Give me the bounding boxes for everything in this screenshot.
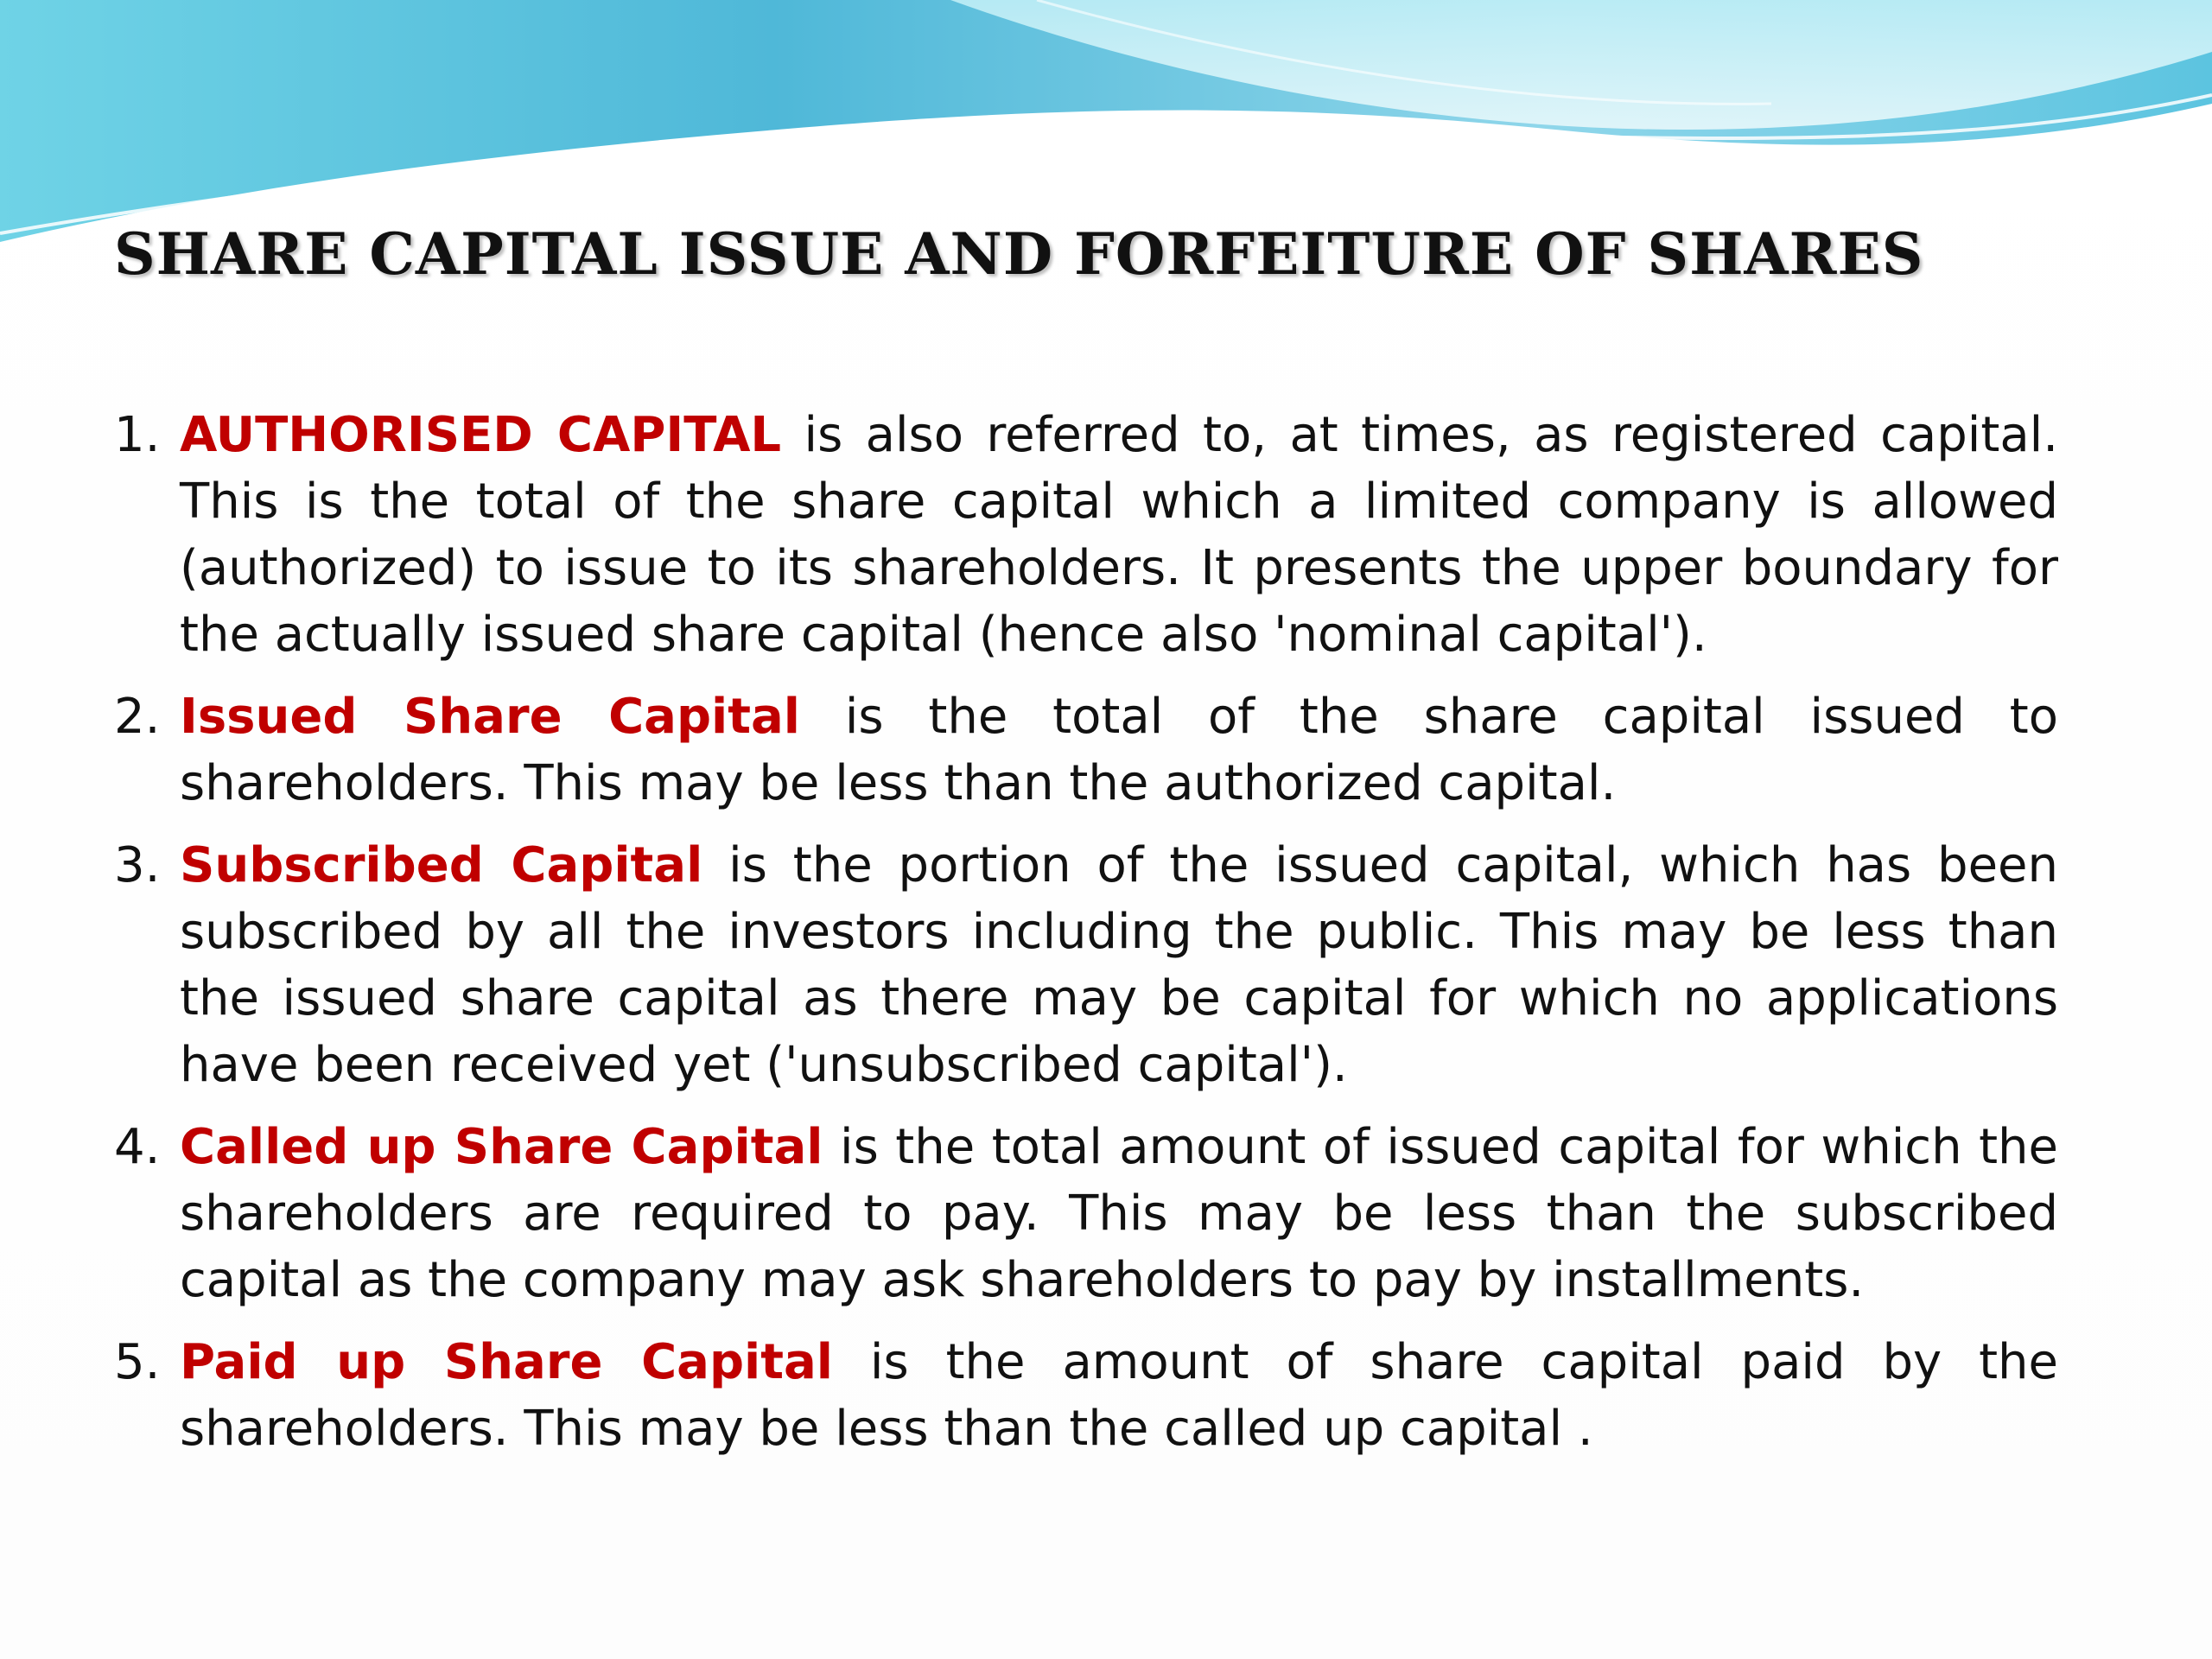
item-number: 2.	[114, 689, 161, 745]
item-number: 5.	[114, 1334, 161, 1390]
item-text: is the amount of share capital paid by the shareholders. This may be less than the called up capital .	[180, 1334, 2058, 1457]
list-item	[114, 683, 2058, 817]
item-number: 1.	[114, 407, 161, 463]
item-number: 3.	[114, 837, 161, 893]
list-item	[114, 832, 2058, 1098]
item-term: AUTHORISED CAPITAL	[180, 407, 782, 463]
item-text: is also referred to, at times, as registered capital. This is the total of the share capital which a limited company is allowed (authorized) to issue to its shareholders. It presents the upper boundary for the actually issued share capital (hence also 'nominal capital').	[180, 407, 2058, 663]
item-term: Issued Share Capital	[180, 689, 801, 745]
item-term: Called up Share Capital	[180, 1119, 823, 1175]
list-item	[114, 402, 2058, 668]
list-item	[114, 1329, 2058, 1462]
slide-title: SHARE CAPITAL ISSUE AND FORFEITURE OF SHARES	[114, 220, 1924, 288]
item-term: Paid up Share Capital	[180, 1334, 833, 1390]
item-text: is the total amount of issued capital for which the shareholders are required to pay. This may be less than the subscribed capital as the company may ask shareholders to pay by installments.	[180, 1119, 2058, 1308]
item-text: is the portion of the issued capital, which has been subscribed by all the investors including the public. This may be less than the issued share capital as there may be capital for which no applications have been received yet ('unsubscribed capital').	[180, 837, 2058, 1093]
item-text: is the total of the share capital issued to shareholders. This may be less than the authorized capital.	[180, 689, 2059, 811]
definition-list	[114, 402, 2058, 1478]
item-number: 4.	[114, 1119, 161, 1175]
list-item	[114, 1114, 2058, 1313]
item-term: Subscribed Capital	[180, 837, 703, 893]
